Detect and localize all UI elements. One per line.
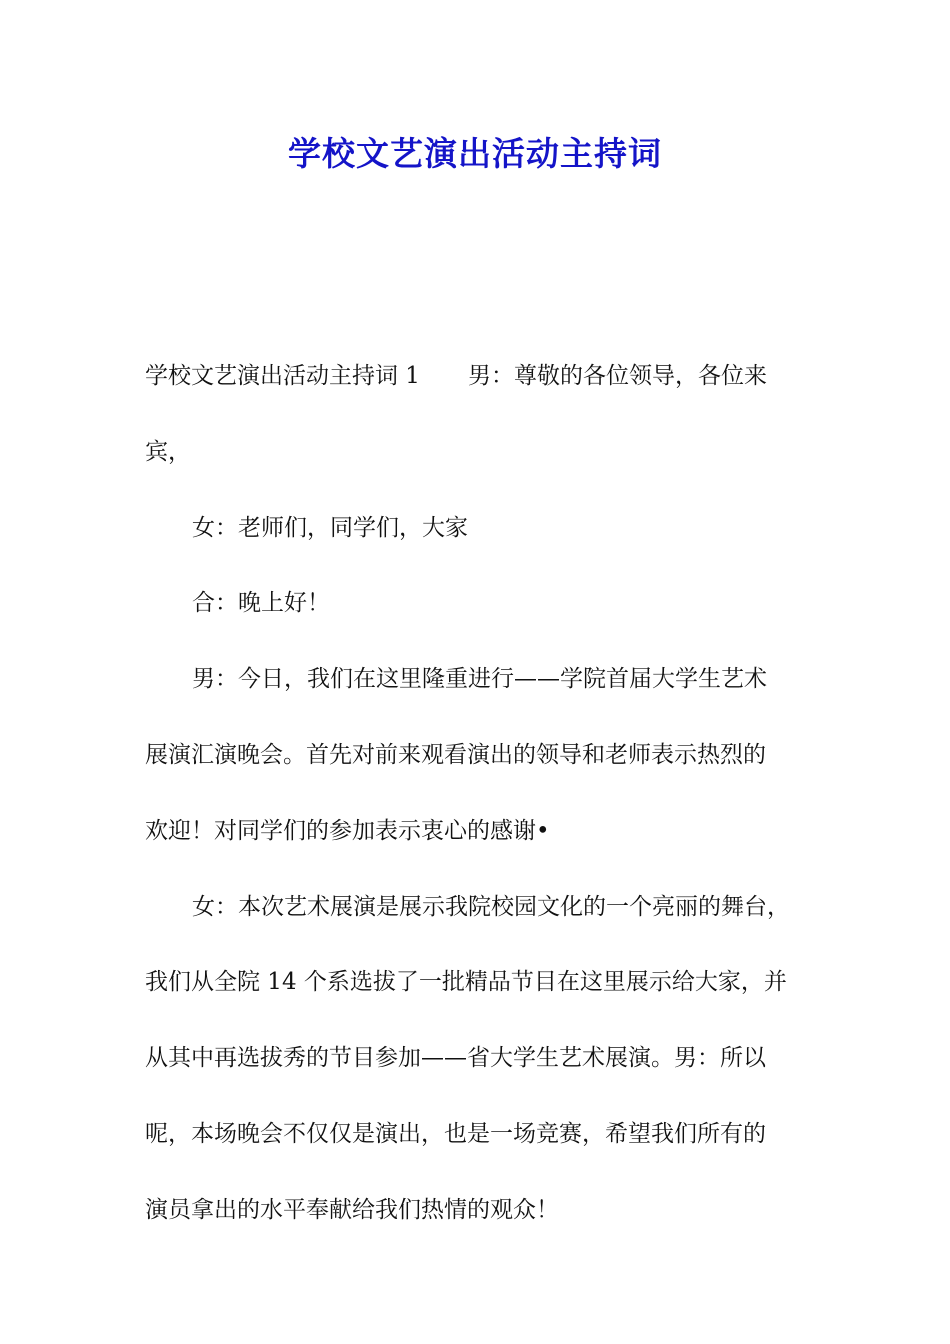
paragraph-line: 女：本次艺术展演是展示我院校园文化的一个亮丽的舞台， (192, 893, 790, 920)
paragraph-line: 女：老师们，同学们，大家 (192, 514, 468, 541)
paragraph-line: 呢，本场晚会不仅仅是演出，也是一场竞赛，希望我们所有的 (145, 1120, 766, 1147)
document-body (145, 339, 810, 1249)
paragraph-line: 合：晚上好！ (192, 590, 330, 617)
paragraph-line: 我们从全院 14 个系选拔了一批精品节目在这里展示给大家，并 (145, 969, 787, 996)
paragraph-line: 从其中再选拔秀的节目参加——省大学生艺术展演。男：所以 (145, 1045, 766, 1072)
paragraph-line (145, 339, 810, 415)
paragraph-line: 宾， (145, 438, 191, 465)
paragraph-line: 男：今日，我们在这里隆重进行——学院首届大学生艺术 (192, 666, 767, 693)
document-title: 学校文艺演出活动主持词 (288, 134, 662, 173)
paragraph-line: 展演汇演晚会。首先对前来观看演出的领导和老师表示热烈的 (145, 741, 766, 768)
section-heading-text: 学校文艺演出活动主持词 1 (145, 363, 420, 389)
paragraph-line: 演员拿出的水平奉献给我们热情的观众！ (145, 1196, 559, 1223)
paragraph-line: 欢迎！对同学们的参加表示衷心的感谢• (145, 817, 550, 844)
paragraph-text: 男：尊敬的各位领导，各位来 (467, 363, 767, 389)
